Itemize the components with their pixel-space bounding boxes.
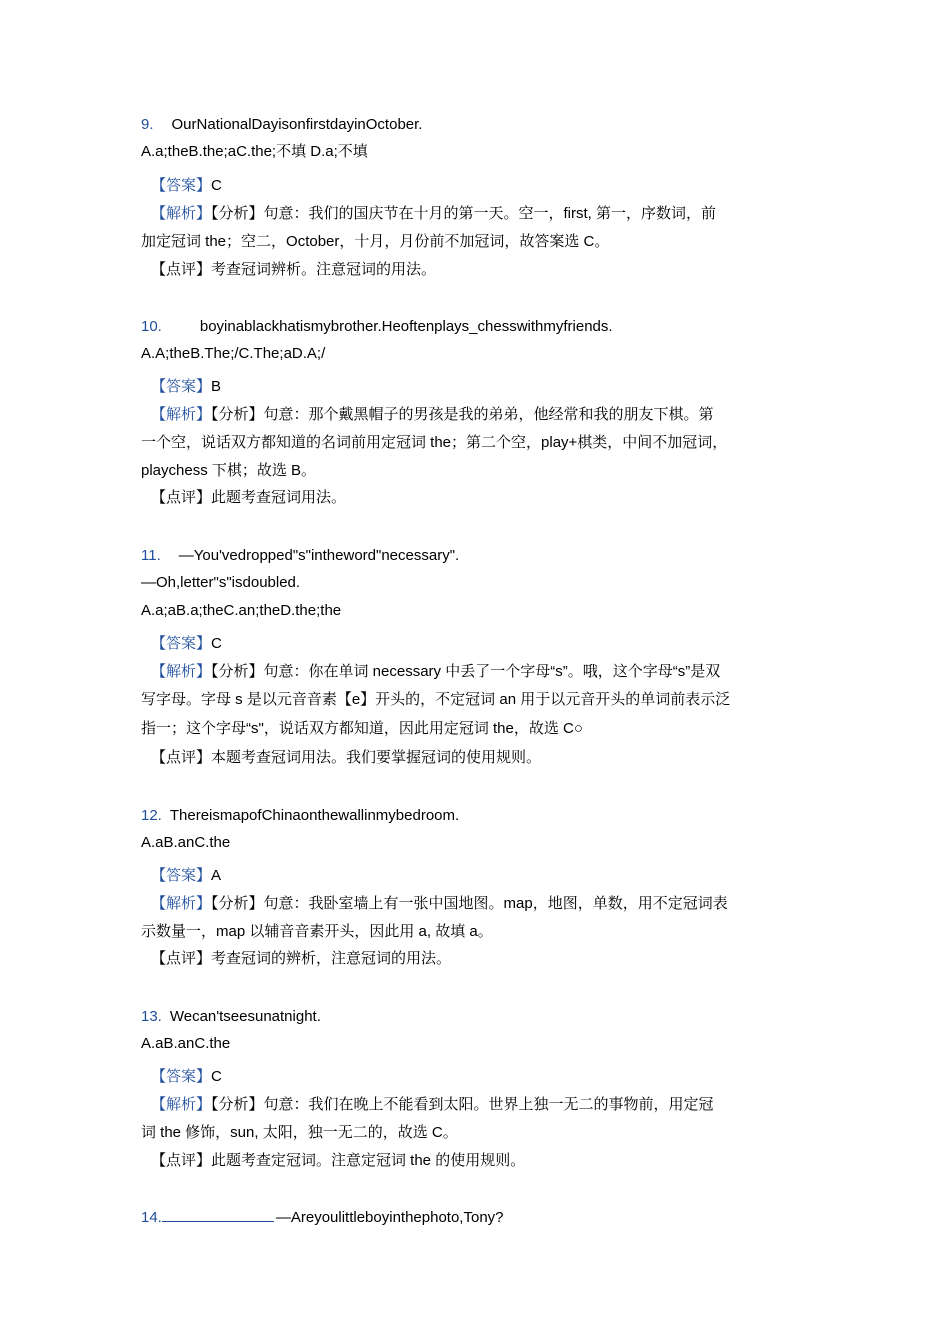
question-12-comment: 【点评】考查冠词的辨析，注意冠词的用法。	[151, 950, 452, 967]
question-12-analysis-2: 示数量一，map 以辅音音素开头，因此用 a, 故填 a。	[141, 923, 493, 940]
answer-tag: 【答案】	[151, 1068, 212, 1085]
question-9-analysis-1	[151, 204, 716, 224]
question-9-options: A.a;theB.the;aC.the;不填 D.a;不填	[141, 143, 368, 160]
question-10-analysis-1	[151, 405, 714, 425]
question-number: 10.	[141, 318, 162, 335]
question-13-analysis-2: 词 the 修饰，sun, 太阳，独一无二的，故选 C。	[141, 1124, 458, 1141]
question-text: —Areyoulittleboyinthephoto,Tony?	[275, 1209, 504, 1226]
question-text: boyinablackhatismybrother.Heoftenplays_chesswithmyfriends.	[199, 318, 613, 335]
answer-tag: 【答案】	[151, 177, 212, 194]
question-14-stem	[141, 1207, 504, 1228]
question-11-options: A.a;aB.a;theC.an;theD.the;the	[141, 602, 342, 619]
question-13-answer	[151, 1067, 222, 1087]
question-10-stem	[141, 317, 613, 337]
question-text: —You'vedropped"s"intheword"necessary".	[178, 547, 460, 564]
question-12-answer	[151, 866, 221, 886]
question-13-stem	[141, 1007, 321, 1027]
analysis-tag: 【解析】	[151, 663, 212, 680]
question-text: ThereismapofChinaonthewallinmybedroom.	[169, 807, 460, 824]
analysis-text: 【分析】句意：我卧室墙上有一张中国地图。map，地图，单数，用不定冠词表	[211, 895, 728, 912]
question-13-comment: 【点评】此题考查定冠词。注意定冠词 the 的使用规则。	[151, 1152, 526, 1169]
question-11-stem	[141, 546, 459, 566]
question-13-options: A.aB.anC.the	[141, 1035, 231, 1052]
answer-value: C	[211, 177, 222, 194]
question-10-analysis-3: playchess 下棋；故选 B。	[141, 462, 317, 479]
question-9-answer	[151, 176, 222, 196]
question-number: 14.	[141, 1209, 162, 1226]
question-12-analysis-1	[151, 894, 728, 914]
answer-value: A	[211, 867, 222, 884]
question-12-stem	[141, 806, 459, 826]
answer-tag: 【答案】	[151, 378, 212, 395]
analysis-text: 【分析】句意：我们在晚上不能看到太阳。世界上独一无二的事物前，用定冠	[211, 1096, 714, 1113]
analysis-tag: 【解析】	[151, 205, 212, 222]
answer-value: B	[211, 378, 222, 395]
answer-blank	[162, 1207, 274, 1222]
question-number: 9.	[141, 116, 154, 133]
question-text: OurNationalDayisonfirstdayinOctober.	[171, 116, 423, 133]
question-number: 13.	[141, 1008, 162, 1025]
question-11-analysis-1	[151, 662, 720, 682]
question-13-analysis-1	[151, 1095, 714, 1115]
question-10-comment: 【点评】此题考查冠词用法。	[151, 489, 347, 506]
question-11-comment: 【点评】本题考查冠词用法。我们要掌握冠词的使用规则。	[151, 749, 542, 766]
question-number: 11.	[141, 547, 161, 564]
question-10-analysis-2: 一个空，说话双方都知道的名词前用定冠词 the；第二个空，play+棋类，中间不加冠词，	[141, 434, 728, 451]
question-text: Wecan'tseesunatnight.	[169, 1008, 321, 1025]
question-9-stem	[141, 115, 422, 135]
question-10-answer	[151, 377, 221, 397]
question-11-analysis-3: 指一；这个字母“s"，说话双方都知道，因此用定冠词 the，故选 C○	[141, 720, 583, 737]
analysis-text: 【分析】句意：那个戴黑帽子的男孩是我的弟弟，他经常和我的朋友下棋。第	[211, 406, 714, 423]
question-9-comment: 【点评】考查冠词辨析。注意冠词的用法。	[151, 261, 437, 278]
question-11-analysis-2: 写字母。字母 s 是以元音音素【e】开头的，不定冠词 an 用于以元音开头的单词前表示泛	[141, 691, 731, 708]
question-10-options: A.A;theB.The;/C.The;aD.A;/	[141, 345, 326, 362]
analysis-tag: 【解析】	[151, 406, 212, 423]
answer-tag: 【答案】	[151, 867, 212, 884]
question-11-answer	[151, 634, 222, 654]
analysis-tag: 【解析】	[151, 1096, 212, 1113]
analysis-text: 【分析】句意：我们的国庆节在十月的第一天。空一，first, 第一，序数词，前	[211, 205, 717, 222]
answer-value: C	[211, 1068, 222, 1085]
question-number: 12.	[141, 807, 162, 824]
answer-tag: 【答案】	[151, 635, 212, 652]
question-12-options: A.aB.anC.the	[141, 834, 231, 851]
analysis-tag: 【解析】	[151, 895, 212, 912]
answer-value: C	[211, 635, 222, 652]
question-9-analysis-2: 加定冠词 the；空二，October，十月，月份前不加冠词，故答案选 C。	[141, 233, 610, 250]
analysis-text: 【分析】句意：你在单词 necessary 中丢了一个字母“s”。哦，这个字母“s”是双	[211, 663, 721, 680]
question-11-stem-2: —Oh,letter"s"isdoubled.	[141, 574, 301, 591]
